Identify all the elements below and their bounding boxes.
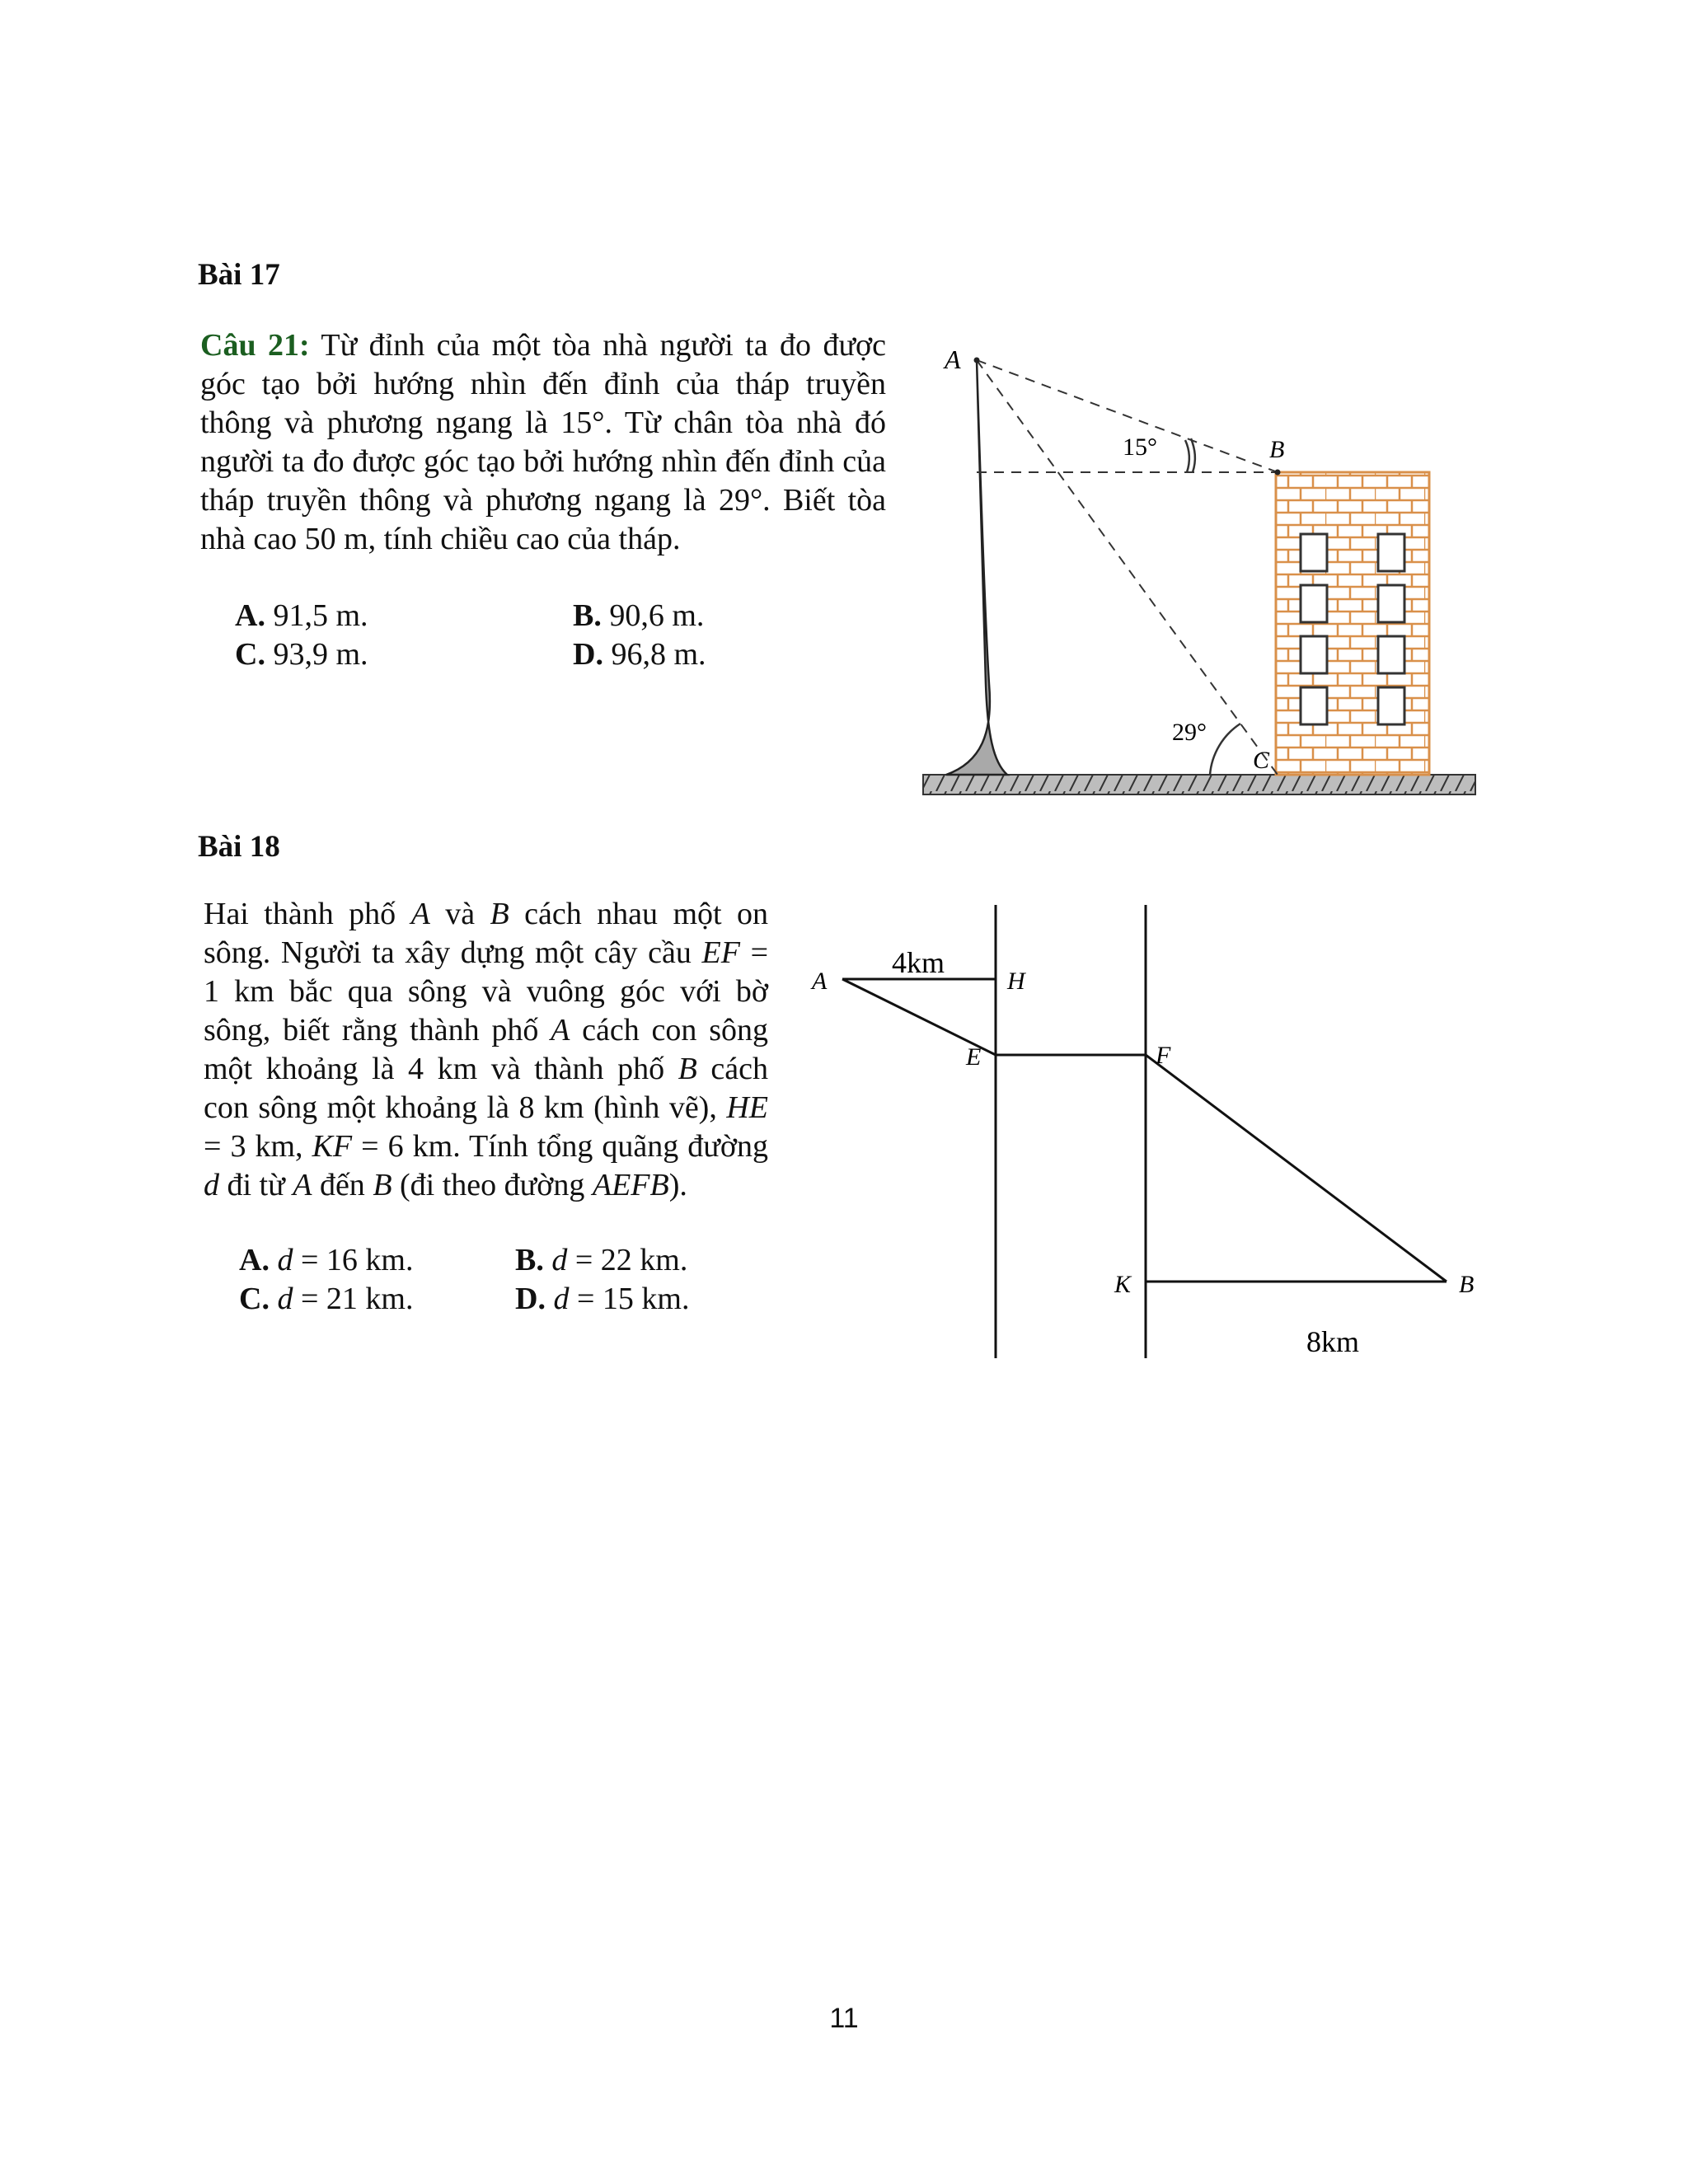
page-number: 11 xyxy=(829,2003,859,2034)
bai18-choice-c: C. d = 21 km. xyxy=(239,1282,414,1316)
label-c: C xyxy=(1253,747,1270,774)
bai18-heading: Bài 18 xyxy=(198,830,280,864)
label-e: E xyxy=(966,1043,982,1071)
bai18-question: Hai thành phố A và B cách nhau một on sông. Người ta xây dựng một cây cầu EF = 1 km bắc qua sông và vuông góc với bờ sông, biết rằng thành phố A cách con sông một khoảng là 4 km và thành phố B cách con sông một khoảng là 8 km (hình vẽ), HE = 3 km, KF = 6 km. Tính tổng quãng đường d đi từ A đến B (đi theo đường AEFB). xyxy=(204,897,769,1202)
label-a: A xyxy=(945,344,961,374)
label-h: H xyxy=(1007,968,1025,995)
label-k: K xyxy=(1114,1271,1132,1298)
bai17-heading: Bài 17 xyxy=(198,258,280,292)
distance-8km: 8km xyxy=(1306,1325,1360,1358)
bai17-choice-c: C. 93,9 m. xyxy=(235,637,368,672)
bai18-choice-b: B. d = 22 km. xyxy=(515,1243,688,1277)
label-a: A xyxy=(812,968,828,995)
question-text: Từ đỉnh của một tòa nhà người ta đo được góc tạo bởi hướng nhìn đến đỉnh của tháp truyền thông và phương ngang là 15°. Từ chân tòa nhà đó người ta đo được góc tạo bởi hướng nhìn đến đỉnh của tháp truyền thông và phương ngang là 29°. Biết tòa nhà cao 50 m, tính chiều cao của tháp. xyxy=(200,328,887,556)
bai17-choice-d: D. 96,8 m. xyxy=(573,637,706,672)
angle-label-15: 15° xyxy=(1123,434,1157,461)
bai18-choice-a: A. d = 16 km. xyxy=(239,1243,414,1277)
distance-4km: 4km xyxy=(892,946,945,979)
label-b: B xyxy=(1269,436,1285,463)
bai18-choice-d: D. d = 15 km. xyxy=(515,1282,690,1316)
label-b: B xyxy=(1459,1271,1475,1298)
angle-label-29: 29° xyxy=(1172,719,1207,746)
bai17-choice-a: A. 91,5 m. xyxy=(235,598,368,633)
bai17-choice-b: B. 90,6 m. xyxy=(573,598,705,633)
label-f: F xyxy=(1156,1042,1171,1069)
segment-fb xyxy=(1146,1055,1447,1282)
question-label: Câu 21: xyxy=(200,328,310,363)
